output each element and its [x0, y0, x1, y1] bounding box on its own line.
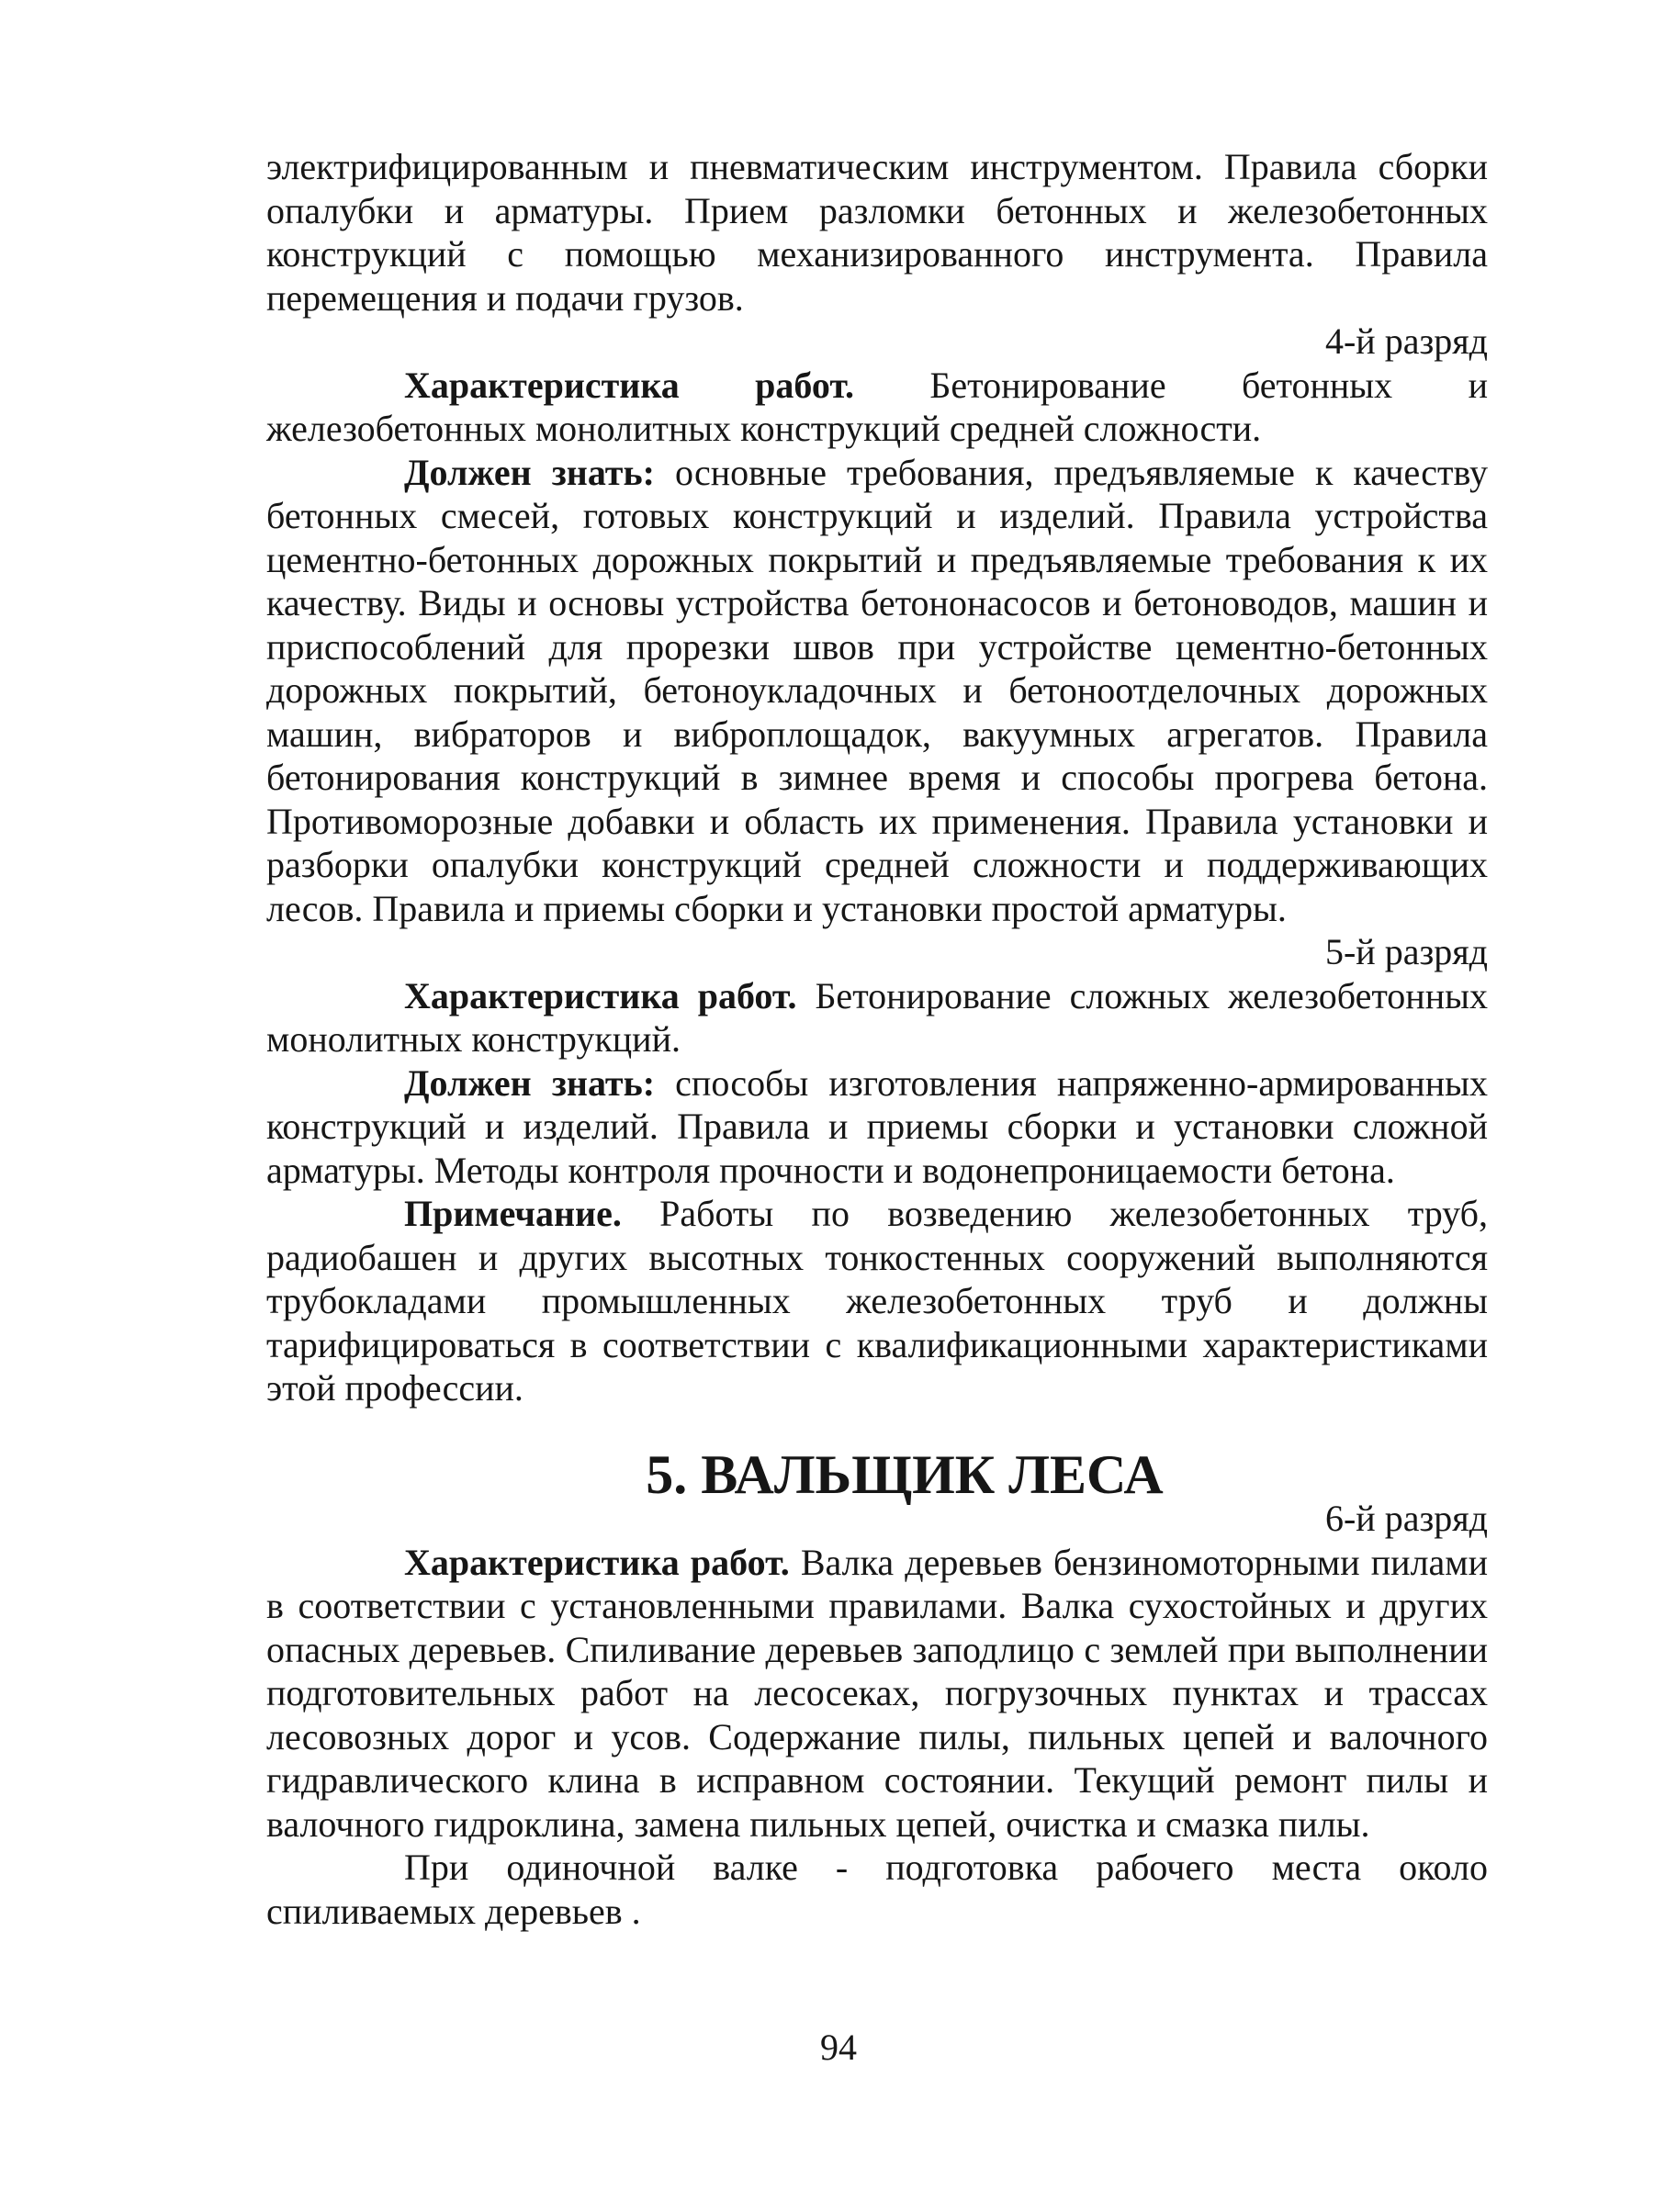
single-felling-paragraph: При одиночной валке - подготовка рабочего места около спиливаемых деревьев .: [266, 1847, 1488, 1932]
grade-5-work-lead: Характеристика работ.: [404, 974, 797, 1016]
grade-5-note-lead: Примечание.: [404, 1193, 622, 1234]
grade-4-knowledge-lead: Должен знать:: [404, 451, 655, 493]
grade-6-work-text: Валка деревьев бензиномоторными пилами в соответствии с установленными правилами. Валка сухостойных и других опасных деревьев. Спиливание деревьев заподлицо с землей при выполнении подготовительных работ на лесосеках, погрузочных пунктах и трассах лесовозных дорог и усов. Содержание пилы, пильных цепей и валочного гидравлического клина в исправном состоянии. Текущий ремонт пилы и валочного гидроклина, замена пильных цепей, очистка и смазка пилы.: [266, 1541, 1488, 1845]
grade-6-work-paragraph: [266, 1541, 1488, 1847]
grade-5-knowledge-text: способы изготовления напряженно-армированных конструкций и изделий. Правила и приемы сборки и установки сложной арматуры. Методы контроля прочности и водонепроницаемости бетона.: [266, 1061, 1488, 1191]
grade-5-note-paragraph: [266, 1192, 1488, 1410]
grade-5-label: 5-й разряд: [1324, 931, 1488, 972]
grade-5-knowledge-lead: Должен знать:: [404, 1061, 656, 1104]
grade-6-work-lead: Характеристика работ.: [404, 1541, 790, 1583]
text-column: [266, 145, 1488, 1933]
grade-5-note-text: Работы по возведению железобетонных труб, радиобашен и других высотных тонкостенных сооружений выполняются трубокладами промышленных железобетонных труб и должны тарифицироваться в соответствии с квалификационными характеристиками этой профессии.: [266, 1193, 1488, 1409]
grade-4-work-lead: Характеристика работ.: [404, 364, 854, 406]
grade-4-knowledge-paragraph: [266, 451, 1488, 931]
grade-4-label: 4-й разряд: [1324, 320, 1488, 362]
intro-paragraph: электрифицированным и пневматическим инструментом. Правила сборки опалубки и арматуры. Прием разломки бетонных и железобетонных конструкций с помощью механизированного инструмента. Правила перемещения и подачи грузов.: [266, 146, 1488, 319]
grade-4-work-text: Бетонирование бетонных и железобетонных монолитных конструкций средней сложности.: [266, 364, 1488, 449]
grade-5-knowledge-paragraph: [266, 1061, 1488, 1193]
page-number: 94: [820, 2027, 857, 2068]
grade-5-work-text: Бетонирование сложных железобетонных монолитных конструкций.: [266, 974, 1488, 1060]
section-title: 5. ВАЛЬЩИК ЛЕСА: [646, 1443, 1164, 1505]
grade-6-label: 6-й разряд: [1324, 1498, 1488, 1539]
grade-4-knowledge-text: основные требования, предъявляемые к качеству бетонных смесей, готовых конструкций и изделий. Правила устройства цементно-бетонных дорожных покрытий и предъявляемые требования к их качеству. Виды и основы устройства бетононасосов и бетоноводов, машин и приспособлений для прорезки швов при устройстве цементно-бетонных дорожных покрытий, бетоноукладочных и бетоноотделочных дорожных машин, вибраторов и виброплощадок, вакуумных агрегатов. Правила бетонирования конструкций в зимнее время и способы прогрева бетона. Противоморозные добавки и область их применения. Правила установки и разборки опалубки конструкций средней сложности и поддерживающих лесов. Правила и приемы сборки и установки простой арматуры.: [266, 451, 1488, 929]
grade-4-work-paragraph: [266, 364, 1488, 451]
grade-5-work-paragraph: [266, 974, 1488, 1061]
